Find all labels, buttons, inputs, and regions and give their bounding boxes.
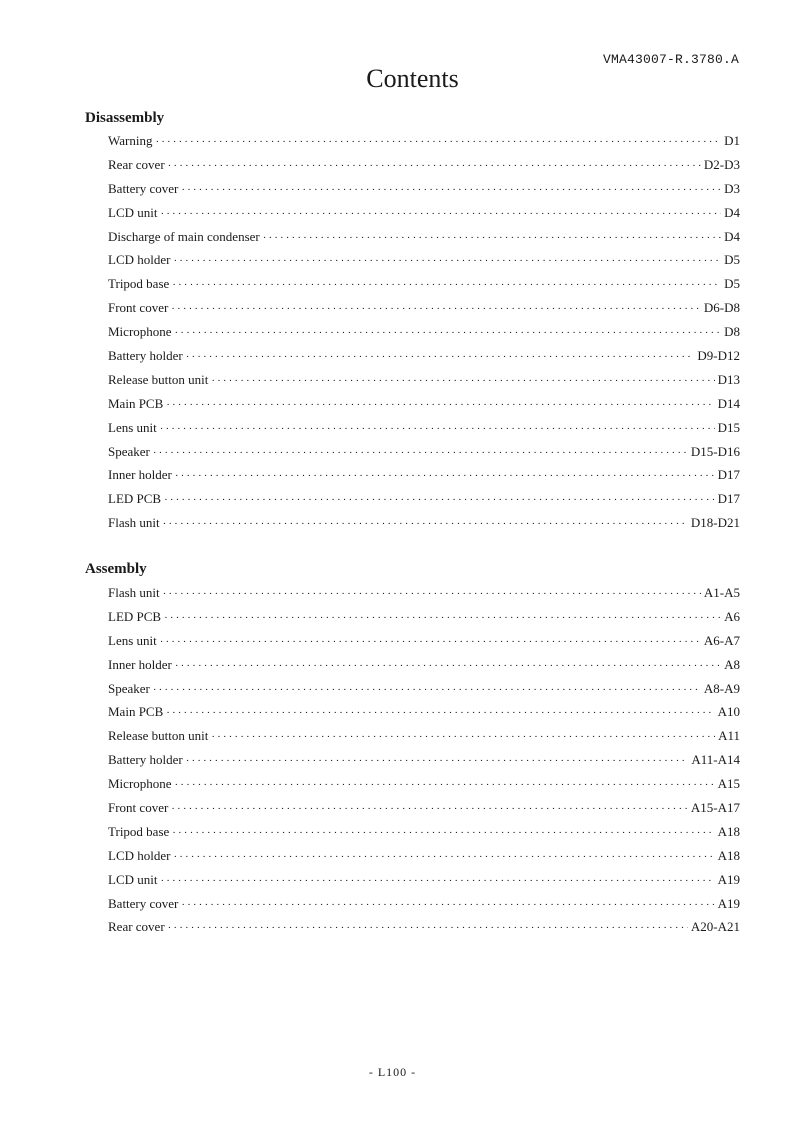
toc-entry [108,370,740,394]
toc-entry-label: Lens unit [108,419,157,435]
page-title: Contents [366,64,459,93]
toc-entry [108,774,740,798]
toc-entry-page: A8 [724,656,740,672]
toc-list-disassembly [108,131,740,537]
toc-entry-label: Discharge of main condenser [108,228,260,244]
dot-leader [211,371,714,391]
toc-entry [108,465,740,489]
dot-leader [175,323,722,343]
toc-entry [108,822,740,846]
toc-entry [108,179,740,203]
toc-entry-page: A20-A21 [690,919,740,935]
toc-entry-label: Main PCB [108,395,164,411]
toc-entry [108,250,740,274]
dot-leader [160,419,715,439]
section-heading-assembly: Assembly [85,561,147,577]
dot-leader [173,847,714,867]
dot-leader [168,156,701,176]
toc-entry-label: Release button unit [108,371,209,387]
dot-leader [211,727,715,747]
toc-entry-page: A15 [717,776,740,792]
toc-entry [108,750,740,774]
toc-entry-page: D4 [724,204,740,220]
toc-entry-label: Battery holder [108,348,183,364]
toc-entry [108,631,740,655]
toc-entry-page: D6-D8 [703,300,740,316]
dot-leader [166,395,714,415]
dot-leader [175,466,715,486]
toc-entry-page: D8 [724,324,740,340]
dot-leader [171,799,688,819]
toc-entry [108,702,740,726]
toc-entry-page: D1 [724,133,740,148]
toc-entry-page: A19 [717,895,740,911]
dot-leader [163,514,688,534]
dot-leader [155,132,721,152]
toc-entry-page: D18-D21 [690,515,740,531]
toc-list-assembly [108,583,740,941]
toc-entry-page: D2-D3 [703,156,740,172]
toc-entry-page: A1-A5 [703,585,740,600]
toc-entry-page: D17 [717,491,740,507]
toc-entry-label: Front cover [108,800,169,816]
toc-entry-label: Battery cover [108,895,179,911]
dot-leader [175,656,721,676]
toc-entry-label: Lens unit [108,632,157,648]
toc-entry-page: A15-A17 [690,800,740,816]
toc-entry-page: A11-A14 [691,752,740,768]
toc-entry [108,846,740,870]
document-id: VMA43007-R.3780.A [602,52,739,67]
toc-entry-label: Speaker [108,443,150,459]
toc-entry [108,442,740,466]
toc-entry-page: A19 [717,871,740,887]
dot-leader [186,347,695,367]
toc-entry [108,607,740,631]
toc-entry [108,298,740,322]
toc-entry [108,513,740,537]
toc-entry-page: D14 [717,395,740,411]
toc-entry-label: LCD holder [108,252,171,268]
toc-entry [108,155,740,179]
toc-entry-label: Front cover [108,300,169,316]
toc-entry-page: D4 [724,228,740,244]
toc-entry [108,418,740,442]
toc-entry-label: LED PCB [108,608,162,624]
dot-leader [175,775,715,795]
toc-entry [108,870,740,894]
dot-leader [153,443,688,463]
toc-entry [108,679,740,703]
toc-entry-page: D15-D16 [690,443,740,459]
toc-entry-label: Flash unit [108,585,160,600]
toc-entry-page: A8-A9 [703,680,740,696]
toc-entry [108,489,740,513]
toc-entry [108,131,740,155]
toc-entry-label: Release button unit [108,728,209,744]
toc-entry-label: LCD unit [108,871,158,887]
toc-entry-label: Main PCB [108,704,164,720]
toc-entry-label: Inner holder [108,656,172,672]
toc-entry-page: D5 [724,252,740,268]
toc-entry-label: Microphone [108,776,172,792]
toc-entry [108,894,740,918]
dot-leader [164,608,721,628]
toc-entry-page: A11 [718,728,740,744]
dot-leader [160,204,721,224]
dot-leader [172,823,714,843]
toc-entry-label: Flash unit [108,515,160,531]
toc-entry [108,798,740,822]
toc-entry-label: Rear cover [108,919,165,935]
toc-entry-label: Battery cover [108,180,179,196]
toc-entry-page: A18 [717,823,740,839]
toc-entry-label: LCD holder [108,847,171,863]
dot-leader [163,584,701,604]
page-footer-number: - L100 - [368,1065,417,1079]
dot-leader [160,871,714,891]
toc-entry-page: D5 [724,276,740,292]
toc-entry-label: Rear cover [108,156,165,172]
toc-entry-label: LED PCB [108,491,162,507]
dot-leader [186,751,689,771]
toc-entry-label: Warning [108,133,153,148]
toc-entry [108,322,740,346]
dot-leader [181,180,721,200]
dot-leader [171,299,701,319]
toc-entry-page: A10 [717,704,740,720]
toc-entry-label: Tripod base [108,823,170,839]
section-heading-disassembly: Disassembly [85,110,165,126]
toc-entry-label: LCD unit [108,204,158,220]
toc-entry-page: A6 [724,608,740,624]
toc-entry [108,726,740,750]
toc-entry [108,274,740,298]
dot-leader [160,632,701,652]
toc-entry-page: D3 [724,180,740,196]
dot-leader [164,490,715,510]
toc-entry-page: D9-D12 [697,348,740,364]
toc-entry [108,346,740,370]
toc-entry-label: Speaker [108,680,150,696]
toc-entry [108,227,740,251]
dot-leader [168,918,688,938]
toc-entry-page: D13 [717,371,740,387]
toc-entry-page: D15 [717,419,740,435]
toc-entry [108,917,740,941]
toc-entry-page: A6-A7 [703,632,740,648]
dot-leader [153,680,701,700]
toc-entry-label: Battery holder [108,752,183,768]
toc-entry-label: Tripod base [108,276,170,292]
toc-entry-label: Microphone [108,324,172,340]
dot-leader [172,275,721,295]
dot-leader [173,251,721,271]
toc-entry [108,203,740,227]
toc-entry [108,655,740,679]
dot-leader [181,895,714,915]
toc-entry-label: Inner holder [108,467,172,483]
toc-entry-page: A18 [717,847,740,863]
dot-leader [263,228,721,248]
dot-leader [166,703,714,723]
toc-entry-page: D17 [717,467,740,483]
toc-entry [108,394,740,418]
toc-entry [108,583,740,607]
